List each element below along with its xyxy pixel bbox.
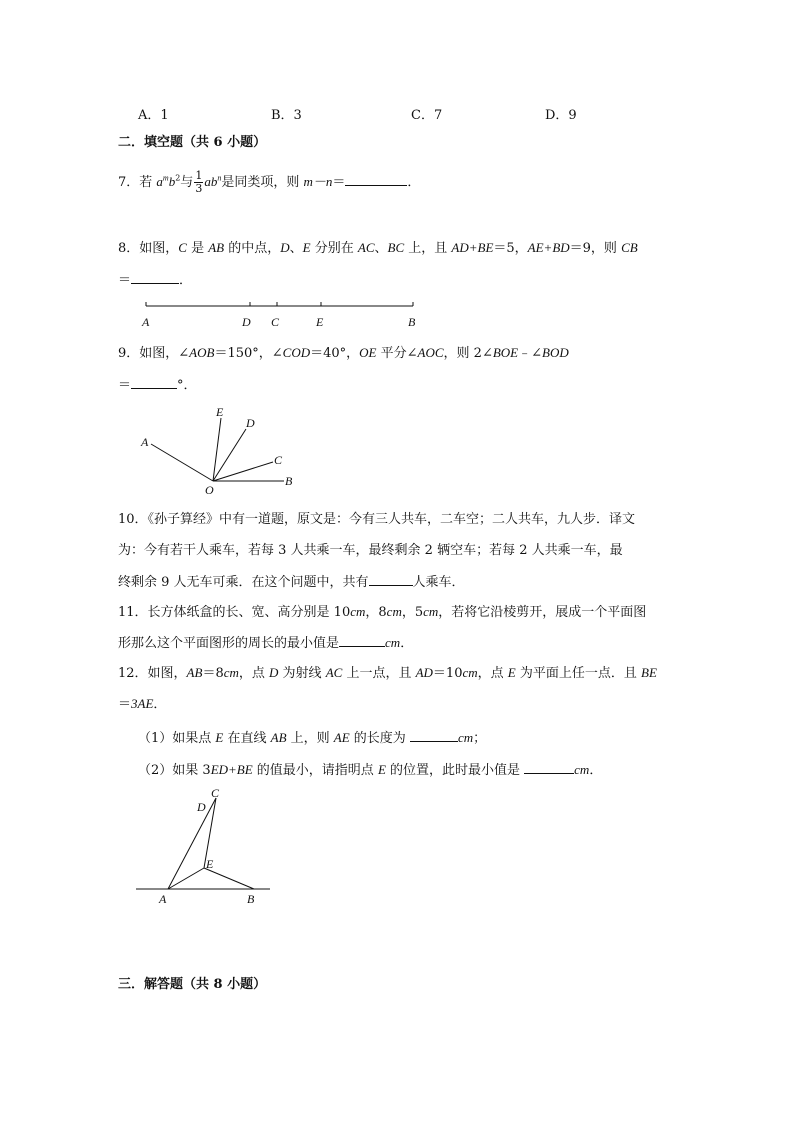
- question-12-sub-1: [138, 729, 486, 747]
- question-12-line-1: [118, 665, 657, 682]
- q12-var: E: [215, 730, 224, 745]
- q9-text: ，则 2∠: [443, 346, 493, 361]
- q12-var: E: [377, 762, 386, 777]
- q12-text: 为平面上任一点．且: [515, 666, 641, 681]
- q9-label-o: O: [205, 483, 214, 497]
- q9-var: AOB: [189, 345, 215, 360]
- q12-segment-eb: [204, 868, 254, 889]
- q12-var: 3AE: [131, 696, 154, 711]
- q12-text: ．: [589, 763, 603, 778]
- q9-label-b: B: [285, 474, 293, 488]
- q12-text: 上，则: [286, 731, 334, 746]
- q7-exp-2: 2: [175, 173, 181, 183]
- q12-var: ED+BE: [210, 762, 253, 777]
- q11-unit: cm: [386, 604, 402, 619]
- q9-var: BOD: [542, 345, 569, 360]
- q6-option-b: B．3: [271, 108, 302, 123]
- q12-text: 12．如图，: [118, 666, 187, 681]
- q9-ray-oe: [213, 418, 221, 481]
- q9-label-d: D: [246, 416, 255, 430]
- q12-text: （1）如果点: [138, 731, 216, 746]
- q12-label-b: B: [247, 892, 255, 906]
- q12-label-e: E: [206, 857, 214, 871]
- q9-var: BOE: [492, 345, 519, 360]
- q9-text: ＝150°，∠: [214, 346, 283, 361]
- q8-text: 分别在: [310, 241, 358, 256]
- q11-answer-blank[interactable]: [339, 634, 385, 647]
- q7-fraction: [194, 170, 203, 195]
- q12-unit: cm: [223, 665, 239, 680]
- q11-text: ．: [400, 636, 414, 651]
- q12-text: 上一点，且: [342, 666, 416, 681]
- q8-segment-figure: [138, 296, 428, 332]
- q8-var: AC: [357, 240, 375, 255]
- q8-text: 是: [186, 241, 209, 256]
- q9-label-e: E: [216, 405, 224, 419]
- q8-label-e: E: [316, 315, 324, 329]
- q11-text: ，5: [401, 605, 424, 620]
- q9-text: 9．如图，∠: [118, 346, 190, 361]
- q8-var: BC: [387, 240, 405, 255]
- q12-var: AD: [415, 665, 433, 680]
- question-8-line-2: [118, 271, 192, 289]
- q7-exp-n: n: [217, 173, 222, 183]
- q7-var-b: b: [168, 174, 176, 189]
- q12-text: 的位置，此时最小值是: [385, 763, 525, 778]
- q8-var: CB: [621, 240, 638, 255]
- q11-unit: cm: [350, 604, 366, 619]
- q8-var: C: [178, 240, 187, 255]
- q7-text: 是同类项，则: [221, 175, 304, 190]
- q8-text: 、: [289, 241, 303, 256]
- section-3-heading: 三．解答题（共 8 小题）: [118, 977, 267, 992]
- q11-text: 11．长方体纸盒的长、宽、高分别是 10: [118, 605, 351, 620]
- q12-text: ，点: [477, 666, 508, 681]
- question-10-line-3: [118, 573, 465, 591]
- q8-var: E: [302, 240, 311, 255]
- q12-label-a: A: [159, 892, 167, 906]
- q11-unit: cm: [423, 604, 439, 619]
- q9-text: 平分∠: [376, 346, 418, 361]
- q12-text: ，点: [238, 666, 270, 681]
- q9-text: ＝40°，: [310, 346, 360, 361]
- q8-label-c: C: [271, 315, 280, 329]
- section-2-heading: 二．填空题（共 6 小题）: [118, 135, 267, 150]
- q12-text: ；: [473, 731, 487, 746]
- q7-text: ．: [407, 175, 421, 190]
- q7-expr: m－n: [303, 174, 333, 189]
- q12-text: 在直线: [223, 731, 271, 746]
- question-11-line-1: [118, 604, 646, 621]
- q9-ray-oc: [213, 462, 273, 481]
- q12-geometry-figure: [134, 784, 274, 906]
- q8-text: ＝9，则: [569, 241, 622, 256]
- q8-label-b: B: [408, 315, 416, 329]
- q7-frac-den: 3: [195, 182, 203, 195]
- q9-var: AOC: [417, 345, 444, 360]
- q7-answer-blank[interactable]: [345, 173, 407, 186]
- question-9-line-2: [118, 376, 197, 394]
- q12-var: D: [269, 665, 279, 680]
- q7-text: 若: [139, 175, 157, 190]
- q7-var-ab: ab: [204, 174, 218, 189]
- q9-text: ﹣∠: [518, 346, 543, 361]
- q7-number: 7．: [118, 175, 140, 190]
- q8-text: 、: [374, 241, 388, 256]
- q6-option-d: D．9: [545, 108, 577, 123]
- q9-text: °．: [177, 378, 197, 393]
- question-10-line-1: 10．《孙子算经》中有一道题，原文是：今有三人共车，二车空；二人共车，九人步．译文: [118, 512, 636, 527]
- question-9-line-1: [118, 345, 569, 362]
- q10-answer-blank[interactable]: [369, 573, 413, 586]
- q12-text: ＝8: [202, 666, 224, 681]
- q7-var-a: a: [156, 174, 163, 189]
- q8-text: 的中点，: [224, 241, 281, 256]
- q6-option-a: A．1: [138, 108, 169, 123]
- q11-text: ，若将它沿棱剪开，展成一个平面图: [438, 605, 647, 620]
- q10-text: 终剩余 9 人无车可乘．在这个问题中，共有: [118, 575, 369, 590]
- q8-text: ＝: [118, 273, 132, 288]
- q8-var: AE+BD: [527, 240, 570, 255]
- q9-var: COD: [282, 345, 311, 360]
- q9-angle-figure: [136, 402, 306, 498]
- q12-text: （2）如果 3: [138, 763, 211, 778]
- q12-var: E: [507, 665, 516, 680]
- q9-ray-od: [213, 429, 246, 481]
- q12-var: AB: [186, 665, 203, 680]
- q6-option-c: C．7: [411, 108, 443, 123]
- q8-var: D: [280, 240, 290, 255]
- q12-sub1-answer-blank[interactable]: [410, 729, 458, 742]
- q9-ray-oa: [151, 444, 213, 481]
- q12-var: AE: [333, 730, 350, 745]
- q11-unit: cm: [385, 635, 401, 650]
- q7-exp-m: m: [162, 173, 169, 183]
- q12-unit: cm: [457, 730, 474, 745]
- q12-text: ．: [153, 697, 167, 712]
- q12-sub2-answer-blank[interactable]: [524, 761, 574, 774]
- q12-var: AC: [325, 665, 343, 680]
- q12-label-c: C: [211, 786, 220, 800]
- q8-answer-blank[interactable]: [131, 271, 179, 284]
- q7-frac-num: 1: [195, 169, 203, 182]
- q9-label-c: C: [274, 453, 283, 467]
- q7-text: 与: [180, 175, 194, 190]
- q12-text: ＝: [118, 697, 132, 712]
- q8-label-d: D: [242, 315, 251, 329]
- q8-var: AB: [208, 240, 225, 255]
- question-10-line-2: 为：今有若干人乘车，若每 3 人共乘一车，最终剩余 2 辆空车；若每 2 人共乘一车，最: [118, 543, 623, 558]
- q9-var: OE: [359, 345, 377, 360]
- q9-answer-blank[interactable]: [131, 376, 177, 389]
- question-7: [118, 170, 420, 195]
- q12-text: 为射线: [278, 666, 326, 681]
- q7-text: ＝: [332, 175, 346, 190]
- question-8-line-1: [118, 240, 638, 257]
- q12-var: AB: [270, 730, 287, 745]
- q8-label-a: A: [142, 315, 150, 329]
- q8-var: AD+BE: [451, 240, 494, 255]
- q8-text: 8．如图，: [118, 241, 179, 256]
- q12-text: 的长度为: [349, 731, 410, 746]
- question-12-sub-2: [138, 761, 602, 779]
- q9-label-a: A: [141, 435, 149, 449]
- q8-text: ．: [179, 273, 193, 288]
- q10-text: 人乘车．: [412, 575, 465, 590]
- q12-label-d: D: [197, 800, 206, 814]
- q11-text: ，8: [365, 605, 387, 620]
- q9-text: ＝: [118, 378, 132, 393]
- q8-text: 上，且: [404, 241, 452, 256]
- q12-unit: cm: [462, 665, 478, 680]
- q12-text: 的值最小，请指明点: [252, 763, 378, 778]
- q11-text: 形那么这个平面图形的周长的最小值是: [118, 636, 340, 651]
- q12-unit: cm: [574, 762, 590, 777]
- q8-text: ＝5，: [493, 241, 528, 256]
- q12-text: ＝10: [432, 666, 463, 681]
- q12-var: BE: [641, 665, 657, 680]
- question-12-line-2: [118, 696, 166, 713]
- question-11-line-2: [118, 634, 413, 652]
